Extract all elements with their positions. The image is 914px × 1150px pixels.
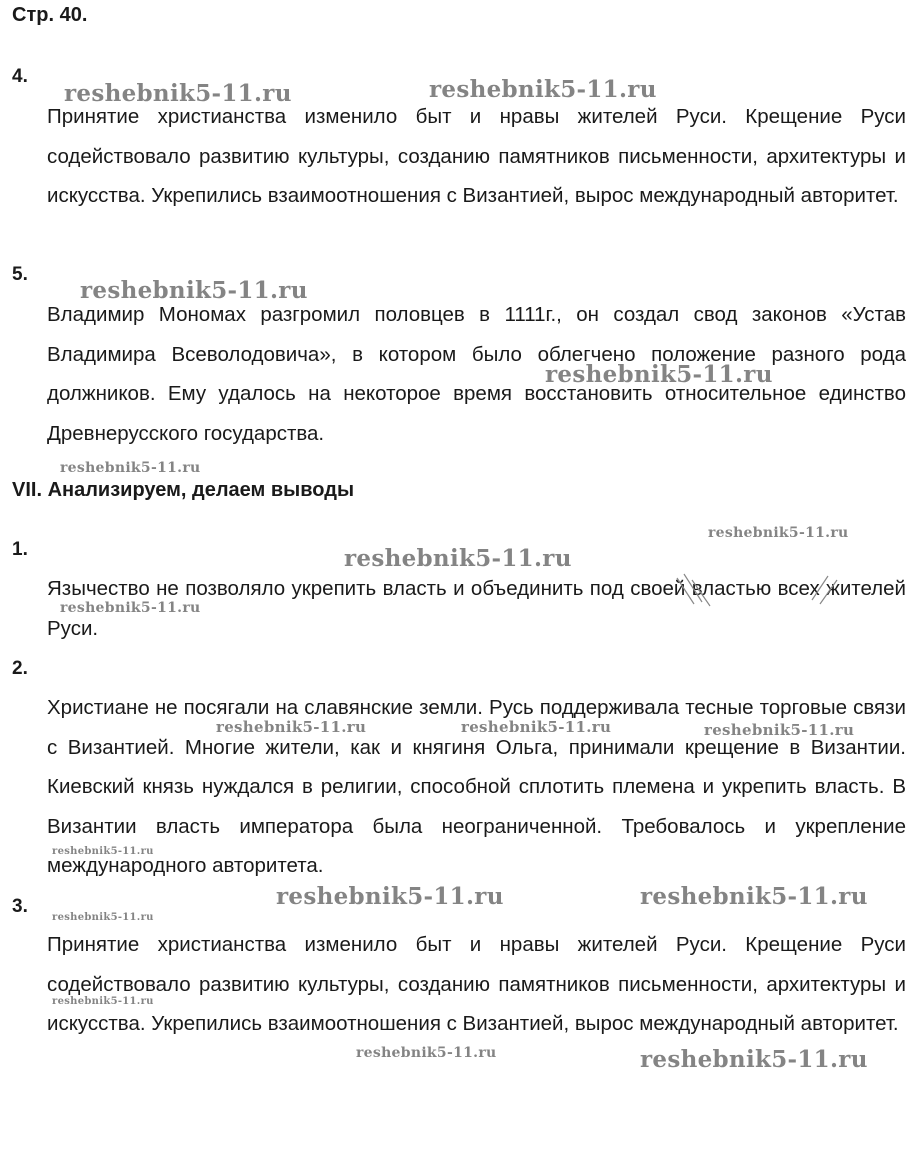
watermark: reshebnik5-11.ru: [461, 718, 612, 736]
page-header: Стр. 40.: [12, 4, 88, 26]
watermark: reshebnik5-11.ru: [64, 80, 292, 107]
watermark: reshebnik5-11.ru: [344, 545, 572, 572]
watermark: reshebnik5-11.ru: [80, 277, 308, 304]
watermark: reshebnik5-11.ru: [429, 76, 657, 103]
watermark: reshebnik5-11.ru: [60, 600, 201, 616]
watermark: reshebnik5-11.ru: [276, 883, 504, 910]
section-answer-3-text: Принятие христианства изменило быт и нравы жителей Руси. Крещение Руси содействовало развитию культуры, созданию памятников письменности, архитектуры и искусства. Укрепились взаимоотношения с Византией, вырос международный авторитет.: [47, 933, 906, 1035]
watermark: reshebnik5-11.ru: [216, 718, 367, 736]
section-item-number-1: 1.: [12, 539, 28, 560]
watermark: reshebnik5-11.ru: [52, 996, 154, 1007]
section-title: VII. Анализируем, делаем выводы: [12, 479, 355, 501]
watermark: reshebnik5-11.ru: [640, 883, 868, 910]
scribble-mark: [672, 570, 852, 610]
item-number-4: 4.: [12, 66, 28, 87]
answer-5-text: Владимир Мономах разгромил половцев в 1111г., он создал свод законов «Устав Владимира Всеволодовича», в котором было облегчено положение разного рода должников. Ему удалось на некоторое время восстановить относительное единство Древнерусского государства.: [47, 303, 906, 445]
answer-4-text: Принятие христианства изменило быт и нравы жителей Руси. Крещение Руси содействовало развитию культуры, созданию памятников письменности, архитектуры и искусства. Укрепились взаимоотношения с Византией, вырос международный авторитет.: [47, 105, 906, 207]
watermark: reshebnik5-11.ru: [704, 721, 855, 739]
section-answer-2-text: Христиане не посягали на славянские земли. Русь поддерживала тесные торговые связи с Византией. Многие жители, как и княгиня Ольга, принимали крещение в Византии. Киевский князь нуждался в религии, способной сплотить племена и укрепить власть. В Византии власть императора была неограниченной. Требовалось и укрепление международного авторитета.: [47, 696, 906, 877]
watermark: reshebnik5-11.ru: [52, 846, 154, 857]
section-answer-1-text: Язычество не позволяло укрепить власть и объединить под своей властью всех жителей Руси.: [47, 577, 906, 640]
watermark: reshebnik5-11.ru: [708, 525, 849, 541]
watermark: reshebnik5-11.ru: [545, 361, 773, 388]
watermark: reshebnik5-11.ru: [356, 1045, 497, 1061]
item-number-5: 5.: [12, 264, 28, 285]
watermark: reshebnik5-11.ru: [52, 912, 154, 923]
section-item-number-3: 3.: [12, 896, 28, 917]
watermark: reshebnik5-11.ru: [640, 1046, 868, 1073]
section-item-number-2: 2.: [12, 658, 28, 679]
watermark: reshebnik5-11.ru: [60, 460, 201, 476]
